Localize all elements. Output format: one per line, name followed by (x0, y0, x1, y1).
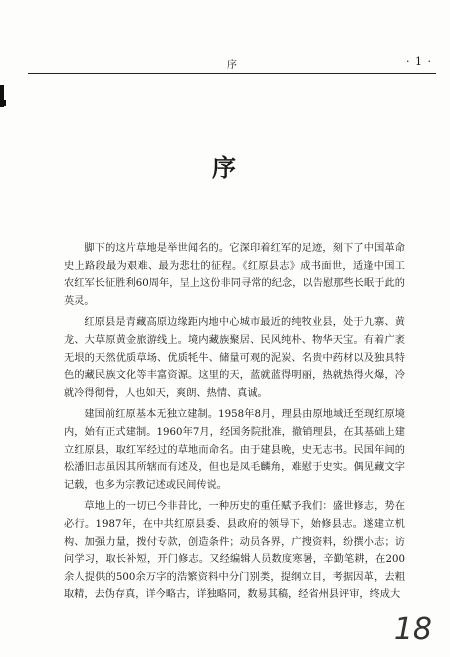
handwritten-page-note: 18 (393, 612, 432, 647)
body-text (64, 240, 405, 608)
paragraph-2: 红原县是青藏高原边缘距内地中心城市最近的纯牧业县，处于九寨、黄龙、大草原黄金旅游线上。境内藏族聚居、民风纯朴、物华天宝。有着广袤无垠的天然优质草场、优质牦牛、储量可观的泥炭、名贵中药材以及独具特色的藏民族文化等丰富资源。这里的天，蓝就蓝得明丽，热就热得火爆，冷就冷得彻骨，人也如天，爽朗、热情、真诚。 (64, 317, 405, 399)
page-number: · 1 · (406, 55, 432, 68)
running-header (28, 56, 436, 72)
binding-edge-mark-small (0, 100, 6, 106)
header-rule (28, 73, 436, 74)
paragraph-3: 建国前红原基本无独立建制。1958年8月，理县由原地域迁至现红原境内，始有正式建制。1960年7月，经国务院批准，撤销理县，在其基础上建立红原县，取红军经过的草地而命名。由于建县晚，史无志书。民国年间的松潘旧志虽因其所辖而有述及，但也是凤毛麟角，难慰于史实。偶见藏文字记载，也多为宗教记述或民间传说。 (64, 409, 405, 491)
running-title: 序 (227, 60, 237, 71)
paragraph-1: 脚下的这片草地是举世闻名的。它深印着红军的足迹，刻下了中国革命史上路段最为艰难、最为悲壮的征程。《红原县志》成书面世，适逢中国工农红军长征胜利60周年，呈上这份非同寻常的纪念，以告慰那些长眠于此的英灵。 (64, 243, 405, 307)
chapter-title: 序 (212, 153, 238, 182)
paragraph-4: 草地上的一切已今非昔比，一种历史的重任赋予我们：盛世修志，势在必行。1987年，在中共红原县委、县政府的领导下，始修县志。遂建立机构、加强力量，拨付专款，创造条件；动员各界，广搜资料，纷撰小志；访问学习，取长补短，开门修志。又经编辑人员数度寒暑，辛勤笔耕，在200余人提供的500余万字的浩繁资料中分门别类，提纲立目，考据因革，去粗取精，去伪存真，详今略古，详独略同，数易其稿，经省州县评审，终成大 (64, 501, 405, 601)
